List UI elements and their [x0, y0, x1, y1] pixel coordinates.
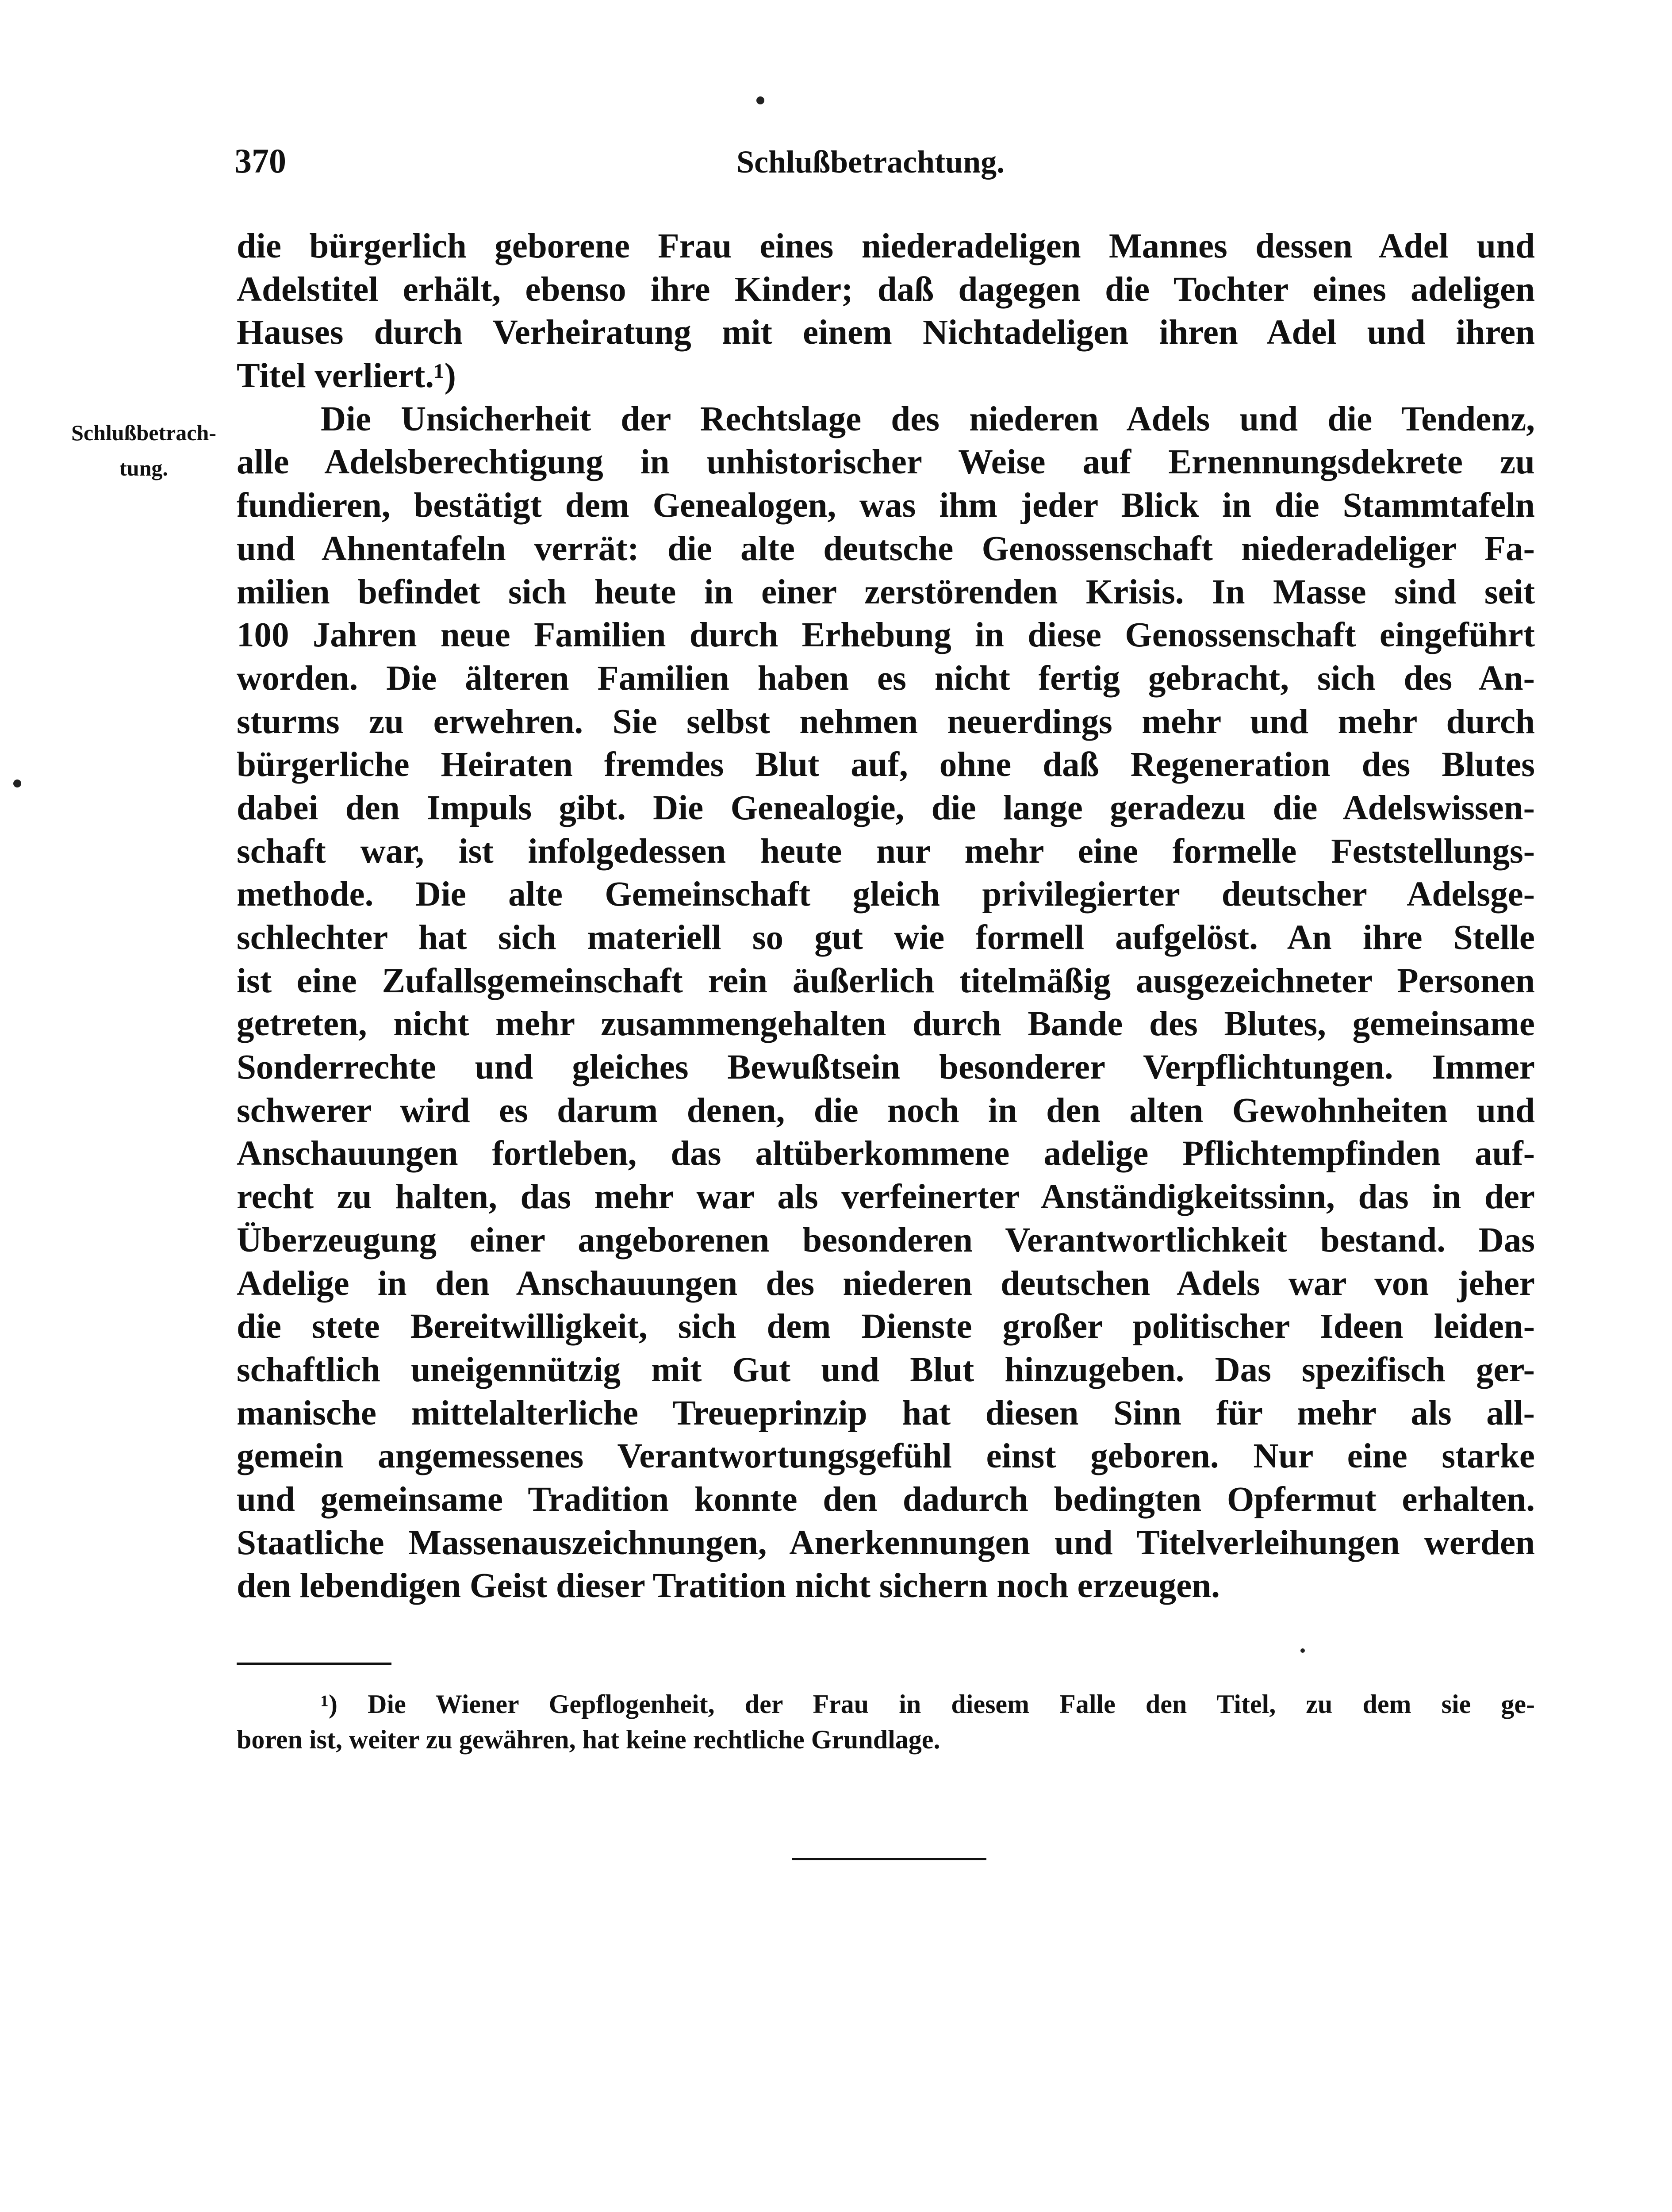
page-number: 370: [234, 142, 286, 180]
body-line: Adelstitel erhält, ebenso ihre Kinder; daß dagegen die Tochter eines adeligen: [237, 270, 1535, 309]
body-line: fundieren, bestätigt dem Genealogen, was ihm jeder Blick in die Stammtafeln: [237, 486, 1535, 525]
body-line: Die Unsicherheit der Rechtslage des niederen Adels und die Tendenz,: [321, 399, 1535, 438]
body-line: getreten, nicht mehr zusammengehalten durch Bande des Blutes, gemeinsame: [237, 1005, 1535, 1044]
body-line: recht zu halten, das mehr war als verfeinerter Anständigkeitssinn, das in der: [237, 1178, 1535, 1217]
body-line: Anschauungen fortleben, das altüberkommene adelige Pflichtempfinden auf-: [237, 1134, 1535, 1173]
body-line: ist eine Zufallsgemeinschaft rein äußerlich titelmäßig ausgezeichneter Personen: [237, 961, 1535, 1000]
body-line: Überzeugung einer angeborenen besonderen Verantwortlichkeit bestand. Das: [237, 1221, 1535, 1260]
body-line: schwerer wird es darum denen, die noch in den alten Gewohnheiten und: [237, 1091, 1535, 1130]
print-speck: [13, 780, 21, 787]
body-line: worden. Die älteren Familien haben es nicht fertig gebracht, sich des An-: [237, 659, 1535, 698]
body-line: 100 Jahren neue Familien durch Erhebung in diese Genossenschaft eingeführt: [237, 616, 1535, 655]
body-line: und Ahnentafeln verrät: die alte deutsche Genossenschaft niederadeliger Fa-: [237, 529, 1535, 568]
body-line: schaft war, ist infolgedessen heute nur mehr eine formelle Feststellungs-: [237, 832, 1535, 871]
body-line: Titel verliert.¹): [237, 357, 456, 396]
body-line: schaftlich uneigennützig mit Gut und Blut hinzugeben. Das spezifisch ger-: [237, 1350, 1535, 1389]
footnote-line: boren ist, weiter zu gewähren, hat keine rechtliche Grundlage.: [237, 1725, 940, 1754]
print-speck: [756, 96, 764, 104]
body-line: Hauses durch Verheiratung mit einem Nichtadeligen ihren Adel und ihren: [237, 313, 1535, 352]
footnote-divider: [237, 1663, 391, 1665]
print-speck: [1300, 1648, 1305, 1653]
body-line: manische mittelalterliche Treueprinzip hat diesen Sinn für mehr als all-: [237, 1394, 1535, 1432]
body-line: bürgerliche Heiraten fremdes Blut auf, ohne daß Regeneration des Blutes: [237, 745, 1535, 784]
body-line: gemein angemessenes Verantwortungsgefühl einst geboren. Nur eine starke: [237, 1437, 1535, 1476]
body-line: Staatliche Massenauszeichnungen, Anerkennungen und Titelverleihungen werden: [237, 1523, 1535, 1562]
running-head: Schlußbetrachtung.: [736, 144, 1005, 180]
body-line: die bürgerlich geborene Frau eines niederadeligen Mannes dessen Adel und: [237, 227, 1535, 265]
body-line: dabei den Impuls gibt. Die Genealogie, die lange geradezu die Adelswissen-: [237, 788, 1535, 827]
body-line: schlechter hat sich materiell so gut wie formell aufgelöst. An ihre Stelle: [237, 918, 1535, 957]
body-line: Adelige in den Anschauungen des niederen deutschen Adels war von jeher: [237, 1264, 1535, 1303]
body-line: und gemeinsame Tradition konnte den dadurch bedingten Opfermut erhalten.: [237, 1480, 1535, 1519]
body-line: die stete Bereitwilligkeit, sich dem Dienste großer politischer Ideen leiden-: [237, 1307, 1535, 1346]
margin-note-line: Schlußbetrach-: [71, 420, 216, 445]
body-line: sturms zu erwehren. Sie selbst nehmen neuerdings mehr und mehr durch: [237, 702, 1535, 741]
body-text: [237, 225, 1535, 1608]
body-line: methode. Die alte Gemeinschaft gleich privilegierter deutscher Adelsge-: [237, 875, 1535, 914]
margin-note: [53, 415, 234, 486]
end-divider: [792, 1858, 986, 1860]
body-line: alle Adelsberechtigung in unhistorischer Weise auf Ernennungsdekrete zu: [237, 443, 1535, 482]
footnote: [237, 1686, 1535, 1757]
body-line: den lebendigen Geist dieser Tratition nicht sichern noch erzeugen.: [237, 1567, 1220, 1605]
body-line: milien befindet sich heute in einer zerstörenden Krisis. In Masse sind seit: [237, 572, 1535, 611]
body-line: Sonderrechte und gleiches Bewußtsein besonderer Verpflichtungen. Immer: [237, 1048, 1535, 1087]
footnote-line: ¹) Die Wiener Gepflogenheit, der Frau in diesem Falle den Titel, zu dem sie ge-: [321, 1690, 1535, 1719]
margin-note-line: tung.: [119, 456, 168, 480]
